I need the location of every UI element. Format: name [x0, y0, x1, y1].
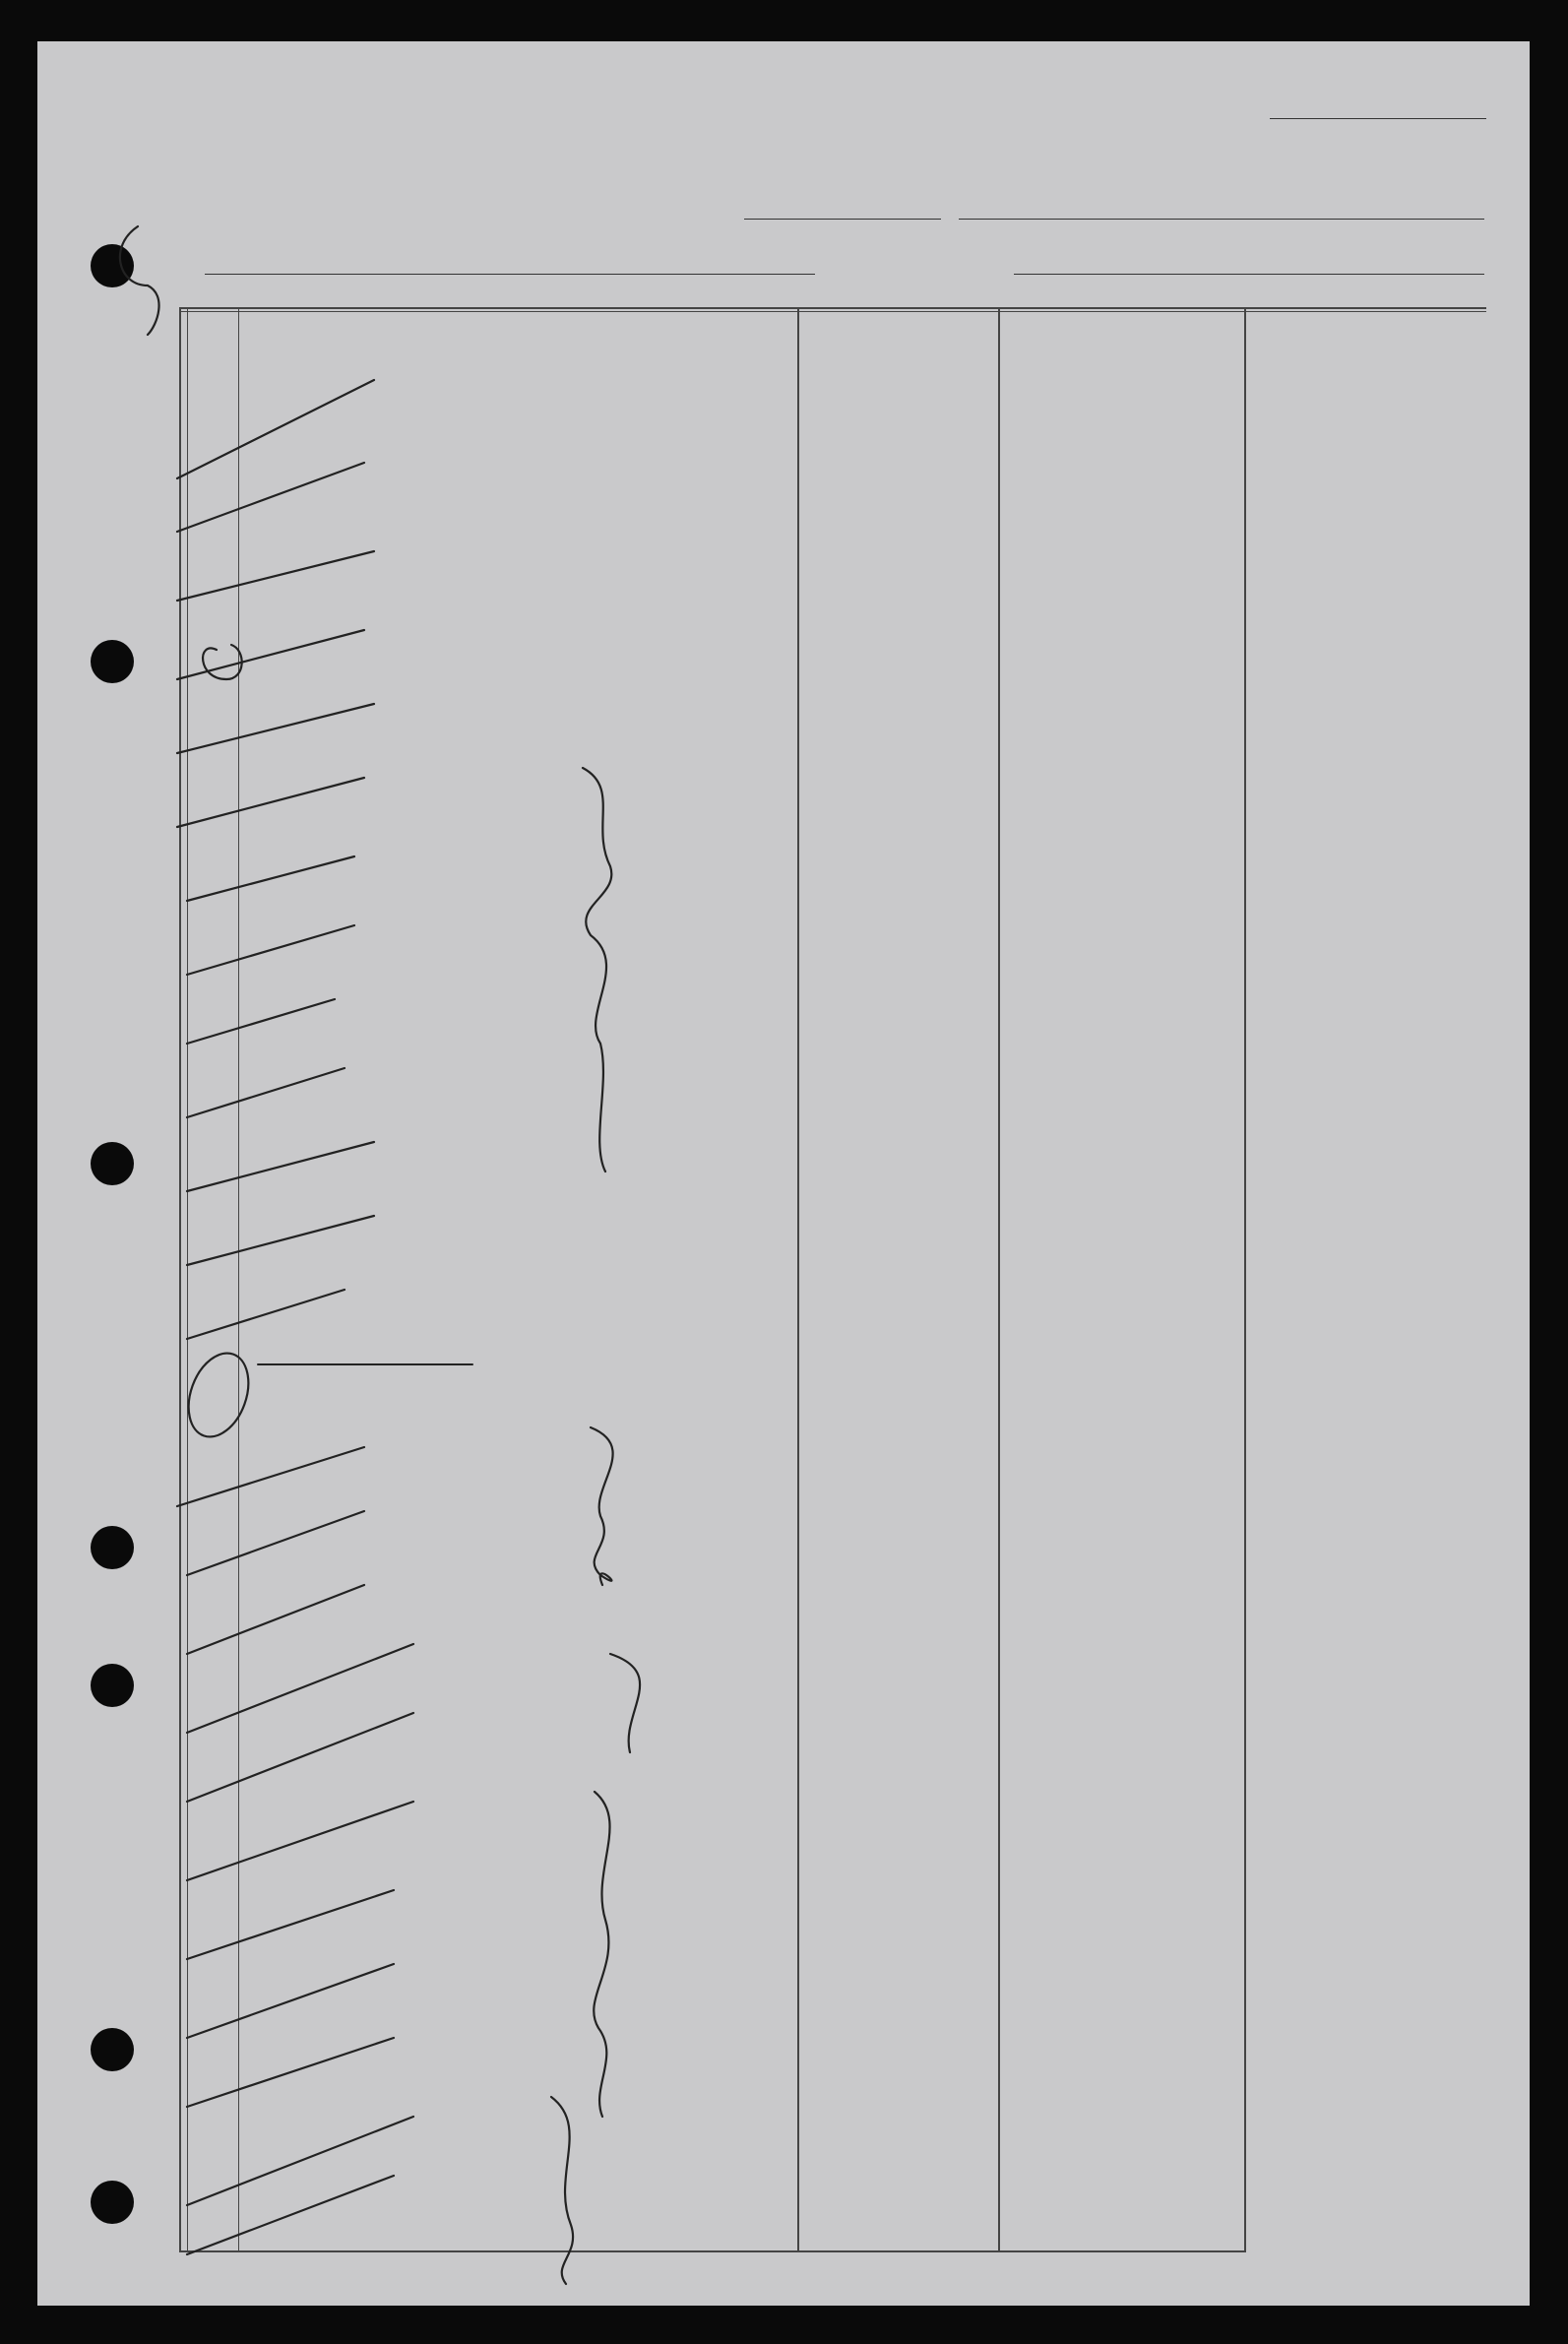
punch-hole: [91, 2028, 134, 2071]
punch-hole: [91, 244, 134, 287]
punch-hole: [91, 1526, 134, 1569]
form-sheet: [37, 41, 1530, 2306]
punch-hole: [91, 1664, 134, 1707]
punch-hole: [91, 1142, 134, 1185]
punch-hole: [91, 640, 134, 683]
punch-hole: [91, 2181, 134, 2224]
